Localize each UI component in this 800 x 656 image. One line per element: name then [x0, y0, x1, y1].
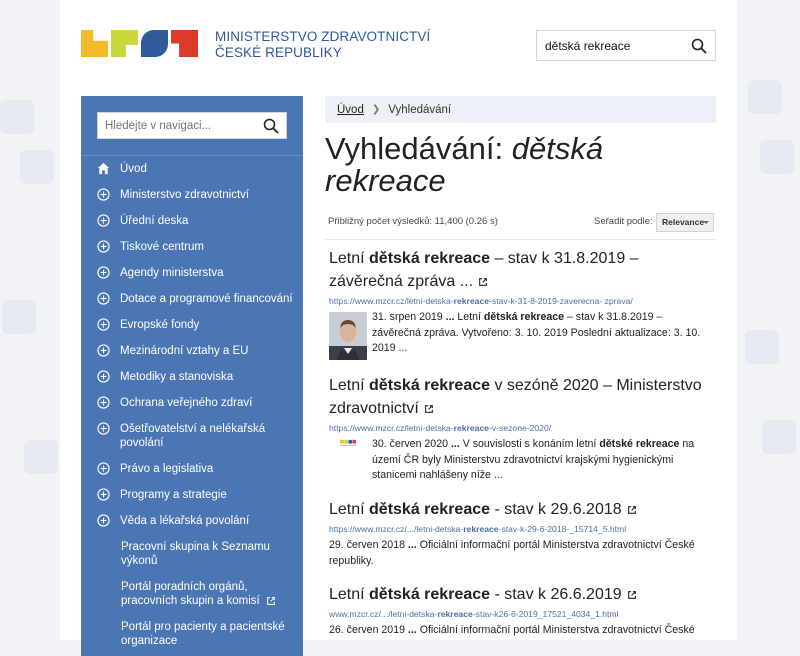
result-snippet [329, 623, 714, 639]
external-link-icon [627, 505, 637, 515]
result-snippet-text: Letní [454, 311, 484, 323]
result-snippet-date: 26. červen 2019 [329, 624, 408, 636]
external-link-icon [266, 596, 276, 606]
result-body [329, 437, 714, 484]
page-title [325, 133, 715, 197]
result-title-text: - stav k 29.6.2018 [490, 501, 622, 518]
sidebar-item-label: Mezinárodní vztahy a EU [120, 345, 249, 357]
result-url[interactable] [329, 296, 714, 307]
result-snippet-text: V souvislosti s konáním letní [459, 438, 600, 450]
page-title-prefix: Vyhledávání: [325, 131, 504, 166]
nav-search-input[interactable] [98, 113, 258, 138]
sidebar-item-label: Dotace a programové financování [120, 293, 293, 305]
sidebar-item-label: Tiskové centrum [120, 241, 204, 253]
sidebar-item-tiskove-centrum[interactable] [81, 240, 303, 254]
sidebar-item-evropske-fondy[interactable] [81, 318, 303, 332]
result-snippet-text: Oficiální informační portál Ministerstva zdravotnictví České [416, 624, 695, 636]
result-title-highlight: dětská rekreace [369, 501, 491, 518]
result-count: Přibližný počet výsledků: 11,400 (0.26 s) [328, 216, 498, 227]
page-container [60, 0, 737, 647]
sort-select-value: Relevance [662, 217, 705, 227]
sidebar-subitem-portal-poradnich-organu[interactable] [81, 580, 303, 608]
sidebar-item-label: Ochrana veřejného zdraví [120, 397, 253, 409]
plus-circle-icon [97, 292, 110, 305]
result-snippet-text: Oficiální informační portál Ministerstva zdravotnictví České republiky. [329, 539, 695, 567]
result-url-text: https://www.mzcr.cz/letni-detska- [329, 296, 454, 306]
search-result [329, 583, 714, 639]
logo-yellow-block [81, 30, 108, 57]
plus-circle-icon [97, 188, 110, 201]
sidebar-item-dotace[interactable] [81, 292, 303, 306]
result-snippet-date: 31. srpen 2019 [372, 311, 446, 323]
result-title-highlight: dětská rekreace [369, 250, 491, 267]
breadcrumb [325, 96, 716, 123]
plus-circle-icon [97, 318, 110, 331]
result-url-text: -stav-k-29-6-2018-_15714_5.html [498, 524, 627, 534]
plus-circle-icon [97, 462, 110, 475]
result-url-text: https://www.mzcr.cz/letni-detska- [329, 423, 454, 433]
search-icon[interactable] [691, 38, 707, 54]
background-pattern [20, 150, 54, 184]
nav-search [97, 112, 287, 139]
result-title-text: - stav k 26.6.2019 [490, 586, 622, 603]
breadcrumb-current: Vyhledávání [388, 103, 452, 116]
background-pattern [748, 80, 782, 114]
sidebar-item-ministerstvo[interactable] [81, 188, 303, 202]
header-search [536, 30, 716, 61]
result-snippet [329, 538, 714, 569]
result-url-text: -v-sezone-2020/ [489, 423, 552, 433]
sidebar-item-label: Právo a legislativa [120, 463, 214, 475]
sidebar-item-label: Ministerstvo zdravotnictví [120, 189, 250, 201]
search-result [329, 498, 714, 569]
background-pattern [24, 440, 58, 474]
result-title-text: Letní [329, 250, 370, 267]
result-snippet-text: na území ČR byly Ministerstvu zdravotnictví krajskými hygienickými stanicemi nahlášeny níže ... [372, 438, 695, 481]
result-title-text: Letní [329, 501, 370, 518]
result-title-text: – stav k 31.8.2019 – závěrečná zpráva ... [329, 250, 639, 290]
sidebar-item-label: Úvod [120, 163, 147, 175]
background-pattern [2, 300, 36, 334]
search-result [329, 247, 714, 360]
sidebar-item-agendy[interactable] [81, 266, 303, 280]
sidebar-item-label-text: Portál poradních orgánů, pracovních skupin a komisí [121, 581, 260, 607]
logo-green-block [111, 30, 138, 57]
result-snippet-highlight: dětské rekreace [599, 438, 680, 450]
external-link-icon [478, 277, 488, 287]
sidebar-item-label: Věda a lékařská povolání [120, 515, 250, 527]
sidebar-item-metodiky[interactable] [81, 370, 303, 384]
result-title-link[interactable] [329, 498, 714, 521]
header-search-input[interactable] [537, 39, 677, 53]
result-url-text: -stav-k26-6-2019_17521_4034_1.html [472, 609, 619, 619]
result-title-text: v sezóně 2020 – Ministerstvo zdravotnictví [329, 377, 702, 417]
sidebar-item-label: Úřední deska [120, 215, 189, 227]
result-snippet-text: – stav k 31.8.2019 – závěrečná zpráva. Vytvořeno: 3. 10. 2019 Poslední aktualizace: 3. 10. 2019 ... [372, 311, 701, 354]
nav-list [81, 156, 303, 648]
sort-label: Seřadit podle: [594, 216, 653, 227]
result-url[interactable] [329, 609, 714, 620]
result-thumbnail-logo [329, 439, 367, 459]
page-title-query: dětská rekreace [325, 131, 604, 198]
sidebar-subitem-pracovni-skupina[interactable] [81, 540, 303, 568]
result-title-link[interactable] [329, 247, 714, 293]
result-url-text: https://www.mzcr.cz/.../letni-detska- [329, 524, 464, 534]
sidebar-item-label: Agendy ministerstva [120, 267, 224, 279]
breadcrumb-home-link[interactable]: Úvod [337, 103, 364, 116]
sidebar-item-programy[interactable] [81, 488, 303, 502]
search-result [329, 374, 714, 484]
ministry-name-line1: MINISTERSTVO ZDRAVOTNICTVÍ [215, 29, 431, 44]
plus-circle-icon [97, 214, 110, 227]
plus-circle-icon [97, 370, 110, 383]
sidebar-item-veda[interactable] [81, 514, 303, 528]
result-title-text: Letní [329, 586, 370, 603]
background-pattern [745, 330, 779, 364]
results-divider [325, 239, 716, 240]
ministry-name-line2: ČESKÉ REPUBLIKY [215, 45, 342, 60]
result-snippet-highlight: dětská rekreace [483, 311, 565, 323]
sidebar-item-label: Pracovní skupina k Seznamu výkonů [121, 541, 270, 567]
plus-circle-icon [97, 266, 110, 279]
sidebar-item-ochrana-zdravi[interactable] [81, 396, 303, 410]
ministry-logo[interactable] [81, 30, 198, 58]
result-snippet-ellipsis: ... [407, 624, 417, 636]
sidebar-navigation [81, 96, 303, 656]
result-url-highlight: rekreace [453, 296, 490, 306]
result-url-highlight: rekreace [463, 524, 499, 534]
result-thumbnail-photo [329, 312, 367, 360]
sidebar-item-label: Ošetřovatelství a nelékařská povolání [120, 423, 266, 449]
plus-circle-icon [97, 488, 110, 501]
plus-circle-icon [97, 344, 110, 357]
result-url-text: www.mzcr.cz/.../letni-detska- [329, 609, 438, 619]
sidebar-item-osetrovatelstvi[interactable] [81, 422, 303, 450]
plus-circle-icon [97, 396, 110, 409]
result-title-text: Letní [329, 377, 370, 394]
plus-circle-icon [97, 422, 110, 435]
result-snippet-date: 29. červen 2018 [329, 539, 408, 551]
result-url-highlight: rekreace [437, 609, 473, 619]
result-snippet-date: 30. červen 2020 [372, 438, 451, 450]
background-pattern [762, 420, 796, 454]
background-pattern [760, 140, 794, 174]
sort-select[interactable] [656, 213, 714, 232]
result-url-text: -stav-k-31-8-2019-zaverecna- zprava/ [489, 296, 633, 306]
sidebar-subitem-portal-pacienty[interactable] [81, 620, 303, 648]
sidebar-item-pravo[interactable] [81, 462, 303, 476]
sidebar-item-label: Metodiky a stanoviska [120, 371, 234, 383]
result-snippet-ellipsis: ... [445, 311, 455, 323]
logo-red-block [171, 30, 198, 57]
chevron-right-icon: ❯ [371, 104, 381, 115]
sidebar-item-label: Portál pro pacienty a pacientské organizace [121, 621, 285, 647]
ministry-name[interactable] [215, 29, 430, 61]
sidebar-item-label: Evropské fondy [120, 319, 200, 331]
result-url-highlight: rekreace [453, 423, 490, 433]
result-url[interactable] [329, 423, 714, 434]
sidebar-item-uredni-deska[interactable] [81, 214, 303, 228]
external-link-icon [424, 404, 434, 414]
sidebar-item-label [121, 580, 293, 608]
result-snippet-ellipsis: ... [450, 438, 460, 450]
search-icon[interactable] [263, 118, 279, 134]
chevron-down-icon [703, 221, 709, 224]
sidebar-item-mezinarodni-vztahy[interactable] [81, 344, 303, 358]
background-pattern [0, 100, 34, 134]
sidebar-item-label: Programy a strategie [120, 489, 227, 501]
logo-blue-block [141, 30, 168, 57]
home-icon [97, 162, 110, 175]
plus-circle-icon [97, 514, 110, 527]
result-title-link[interactable] [329, 374, 714, 420]
result-snippet [372, 437, 714, 484]
plus-circle-icon [97, 240, 110, 253]
result-title-link[interactable] [329, 583, 714, 606]
result-title-highlight: dětská rekreace [369, 586, 491, 603]
result-snippet-ellipsis: ... [407, 539, 417, 551]
result-body [329, 310, 714, 360]
result-snippet [372, 310, 714, 360]
sidebar-item-uvod[interactable] [81, 162, 303, 176]
result-url[interactable] [329, 524, 714, 535]
external-link-icon [627, 590, 637, 600]
result-title-highlight: dětská rekreace [369, 377, 491, 394]
